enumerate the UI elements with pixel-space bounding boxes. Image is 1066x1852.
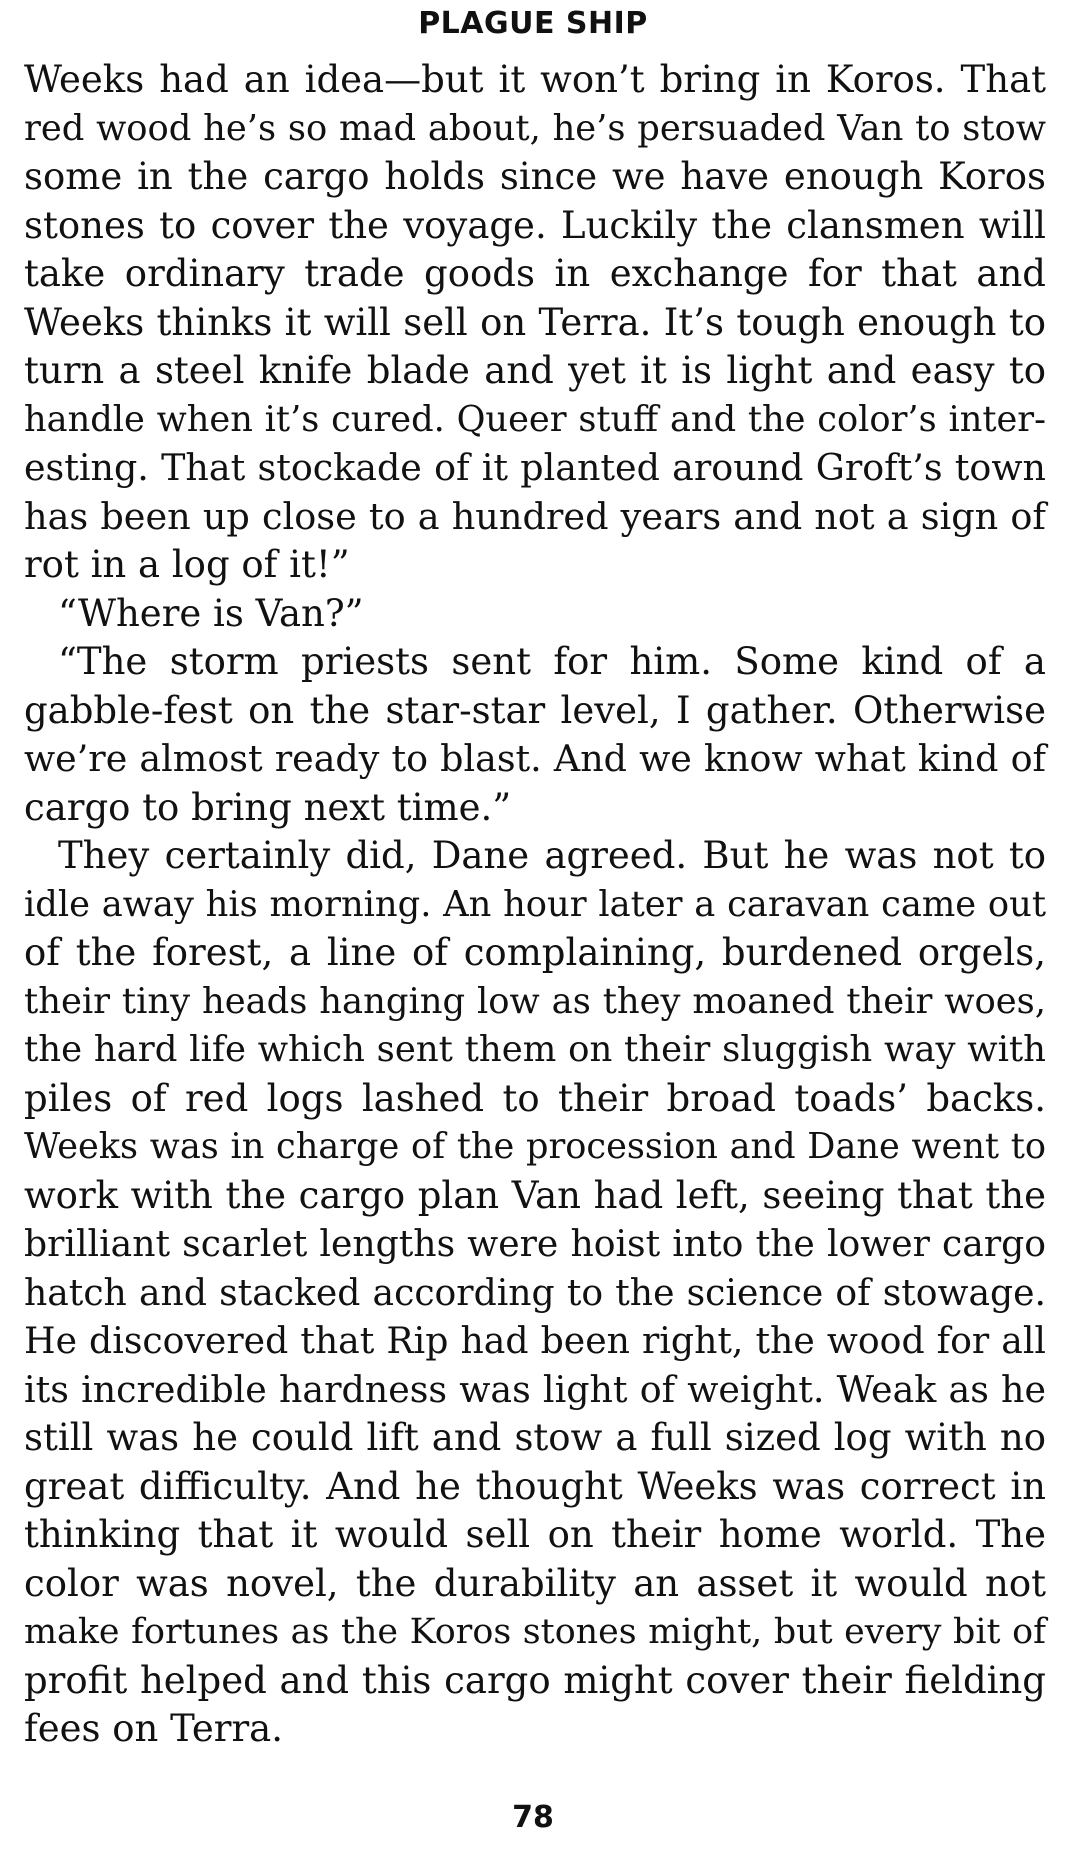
- text-line: has been up close to a hundred years and not a sign of: [24, 494, 1046, 538]
- text-line: stones to cover the voyage. Luckily the clansmen will: [24, 203, 1046, 247]
- text-line: profit helped and this cargo might cover their fielding: [24, 1658, 1046, 1702]
- text-line: their tiny heads hanging low as they moaned their woes,: [24, 980, 1046, 1022]
- text-line: we’re almost ready to blast. And we know what kind of: [24, 737, 1046, 780]
- text-line: its incredible hardness was light of weight. Weak as he: [24, 1367, 1046, 1411]
- text-line: brilliant scarlet lengths were hoist into the lower cargo: [24, 1222, 1046, 1265]
- text-line: Weeks thinks it will sell on Terra. It’s tough enough to: [24, 300, 1046, 344]
- running-head: PLAGUE SHIP: [418, 6, 648, 41]
- text-line: handle when it’s cured. Queer stuff and the color’s inter-: [24, 398, 1046, 440]
- text-line: idle away his morning. An hour later a caravan came out: [24, 883, 1046, 925]
- text-line: rot in a log of it!”: [24, 543, 350, 586]
- text-line: Weeks had an idea—but it won’t bring in Koros. That: [24, 58, 1046, 101]
- text-line: great difficulty. And he thought Weeks was correct in: [24, 1464, 1046, 1508]
- text-line: still was he could lift and stow a full sized log with no: [24, 1416, 1046, 1459]
- text-line: turn a steel knife blade and yet it is light and easy to: [24, 349, 1046, 392]
- text-line: “Where is Van?”: [58, 591, 364, 635]
- text-line: take ordinary trade goods in exchange for that and: [24, 252, 1046, 295]
- text-line: color was novel, the durability an asset it would not: [24, 1561, 1046, 1605]
- page-number: 78: [512, 1800, 554, 1835]
- body-text: [24, 56, 1046, 1754]
- text-line: of the forest, a line of complaining, burdened orgels,: [24, 931, 1046, 974]
- text-line: cargo to bring next time.”: [24, 785, 512, 829]
- text-line: He discovered that Rip had been right, the wood for all: [24, 1319, 1046, 1362]
- text-line: “The storm priests sent for him. Some kind of a: [58, 640, 1046, 683]
- text-line: fees on Terra.: [24, 1707, 283, 1750]
- text-line: make fortunes as the Koros stones might, but every bit of: [24, 1612, 1046, 1652]
- text-line: They certainly did, Dane agreed. But he was not to: [58, 834, 1046, 877]
- text-line: gabble-fest on the star-star level, I gather. Otherwise: [24, 688, 1046, 732]
- text-line: some in the cargo holds since we have enough Koros: [24, 155, 1046, 198]
- text-line: Weeks was in charge of the procession and Dane went to: [24, 1126, 1046, 1167]
- text-line: the hard life which sent them on their sluggish way with: [24, 1029, 1046, 1070]
- text-line: esting. That stockade of it planted around Groft’s town: [24, 446, 1046, 489]
- text-line: piles of red logs lashed to their broad toads’ backs.: [24, 1076, 1046, 1120]
- text-line: thinking that it would sell on their home world. The: [24, 1513, 1046, 1556]
- text-line: hatch and stacked according to the science of stowage.: [24, 1270, 1046, 1314]
- text-line: work with the cargo plan Van had left, seeing that the: [24, 1173, 1046, 1217]
- text-line: red wood he’s so mad about, he’s persuaded Van to stow: [24, 107, 1046, 149]
